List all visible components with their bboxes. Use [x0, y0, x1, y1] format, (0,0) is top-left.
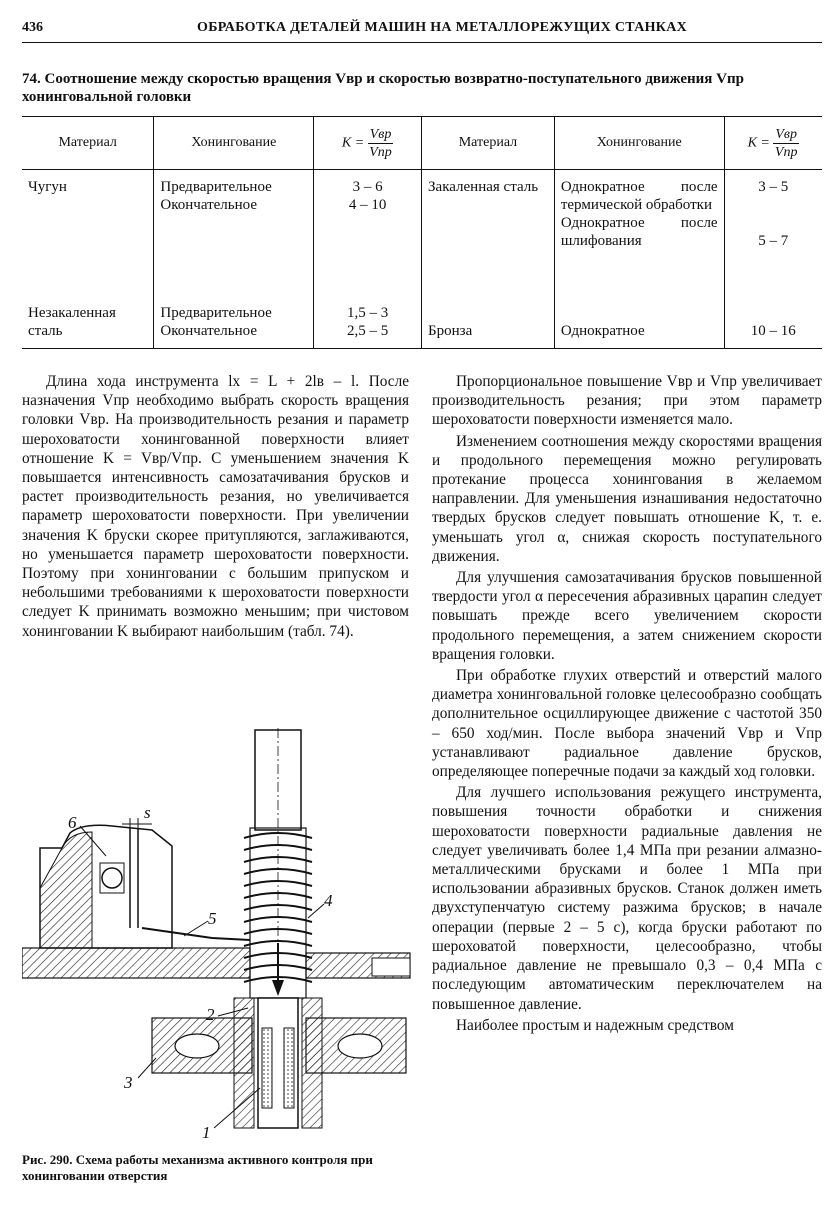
k-prefix: K = [341, 135, 365, 151]
k-numerator: Vвр [369, 126, 392, 142]
k-fraction [773, 126, 799, 161]
k-value: 5 – 7 [758, 233, 789, 249]
running-header [22, 20, 822, 43]
header-k-ratio-2 [724, 117, 822, 170]
header-honing-2: Хонингование [554, 117, 724, 170]
k-numerator: Vвр [775, 126, 798, 142]
cell-material: Бронза [422, 298, 555, 349]
cell-material: Чугун [28, 179, 67, 195]
table-row [22, 170, 822, 299]
cell-k: 1,5 – 3 2,5 – 5 [314, 298, 422, 349]
body-paragraph: Пропорциональное повышение Vвр и Vпр увеличивает производительность резания; при этом параметр шероховатости поверхности изменяется мало. [432, 373, 822, 429]
honing-mechanism-drawing [22, 728, 412, 1148]
honing-option: Однократное после термической обработки [560, 179, 718, 213]
k-fraction [368, 126, 394, 161]
body-paragraph: Изменением соотношения между скоростями вращения и продольного перемещения можно регулировать протекание процесса хонингования в желаемом направлении. Для уменьшения изнашивания недостаточно твердых брусков следует повышать отношение K, т. е. уменьшать угол α, снижая скорость поступательного движения. [432, 432, 822, 565]
header-material: Материал [22, 117, 154, 170]
ratio-table [22, 116, 822, 349]
label-2: 2 [206, 1005, 215, 1024]
table-caption: 74. Соотношение между скоростью вращения Vвр и скоростью возвратно-поступательного движения Vпр хонинговальной головки [22, 71, 744, 105]
header-k-ratio [314, 117, 422, 170]
body-paragraph: Наиболее простым и надежным средством [456, 1016, 734, 1034]
body-paragraph: Длина хода инструмента lх = L + 2lв – l. После назначения Vпр необходимо выбрать скорость вращения головки Vвр. На производительность резания и параметр шероховатости хонингованной поверхности влияет отношение K = Vвр/Vпр. С уменьшением значения K повышается интенсивность самозатачивания брусков и растет производительность резания, но увеличивается параметр шероховатости поверхности. При увеличении значения K бруски скорее притупляются, заглаживаются, но уменьшается параметр шероховатости поверхности. Поэтому при хонинговании с большим припуском и небольшими требованиями к шероховатости поверхности следует K принимать возможно меньшим; при чистовом хонинговании K выбирают наибольшим (табл. 74). [22, 373, 409, 640]
cell-k: 10 – 16 [724, 298, 822, 349]
cell-honing [554, 170, 724, 299]
label-5: 5 [208, 909, 217, 928]
label-3: 3 [124, 1073, 133, 1092]
abrasive-stone [262, 1028, 272, 1108]
abrasive-stone [284, 1028, 294, 1108]
cell-honing: Однократное [554, 298, 724, 349]
page-number: 436 [22, 20, 43, 35]
header-honing: Хонингование [154, 117, 314, 170]
left-text-column [22, 372, 409, 641]
machine-table [22, 948, 250, 978]
table-header-row [22, 117, 822, 170]
right-text-column [432, 372, 822, 1035]
figure-caption: Рис. 290. Схема работы механизма активного контроля при хонинговании отверстия [22, 1152, 373, 1183]
body-paragraph: Для улучшения самозатачивания брусков повышенной твердости угол α пересечения абразивных царапин следует повышать прежде всего увеличением скорости продольного перемещения, а затем снижением скорости вращения головки. [432, 569, 822, 663]
cell-k: 3 – 6 4 – 10 [314, 170, 422, 299]
label-s: s [144, 803, 151, 822]
cell-material: Закаленная сталь [422, 170, 555, 299]
k-prefix: K = [747, 135, 770, 151]
cell-honing: Предварительное Окончательное [154, 298, 314, 349]
honing-option: Однократное после шлифования [560, 215, 718, 249]
cell-honing: Предварительное Окончательное [154, 170, 314, 299]
body-paragraph: При обработке глухих отверстий и отверстий малого диаметра хонинговальной головке целесообразно сообщать дополнительное осциллирующее движение с частотой 350 – 650 ход/мин. После выбора значений Vвр и Vпр устанавливают радиальное давление брусков, определяющее поперечные подачи за каждый ход головки. [432, 667, 822, 781]
label-1: 1 [202, 1123, 211, 1142]
body-paragraph: Для лучшего использования режущего инструмента, повышения точности обработки и снижения шероховатости поверхности радиальные давления не следует увеличивать более 1,4 МПа при резании алмазно-металлическими брусками и более 1 МПа при использовании абразивных брусков. Станок должен иметь двухступенчатую систему разжима брусков; в начале операции (первые 2 – 5 с), когда бруски работают по шероховатой поверхности, целесообразно, чтобы радиальное давление не превышало 0,3 – 0,4 МПа с последующим автоматическим переключателем на повышенное давление. [432, 784, 822, 1013]
header-material-2: Материал [422, 117, 555, 170]
table-row [22, 298, 822, 349]
cell-material: Незакаленная сталь [22, 298, 154, 349]
k-denominator: Vпр [369, 144, 392, 160]
cell-k [724, 170, 822, 299]
running-title: ОБРАБОТКА ДЕТАЛЕЙ МАШИН НА МЕТАЛЛОРЕЖУЩИХ СТАНКАХ [197, 20, 688, 35]
k-denominator: Vпр [774, 144, 798, 160]
figure-290 [22, 728, 412, 1148]
label-6: 6 [68, 813, 77, 832]
k-value: 3 – 5 [758, 179, 789, 195]
label-4: 4 [324, 891, 333, 910]
